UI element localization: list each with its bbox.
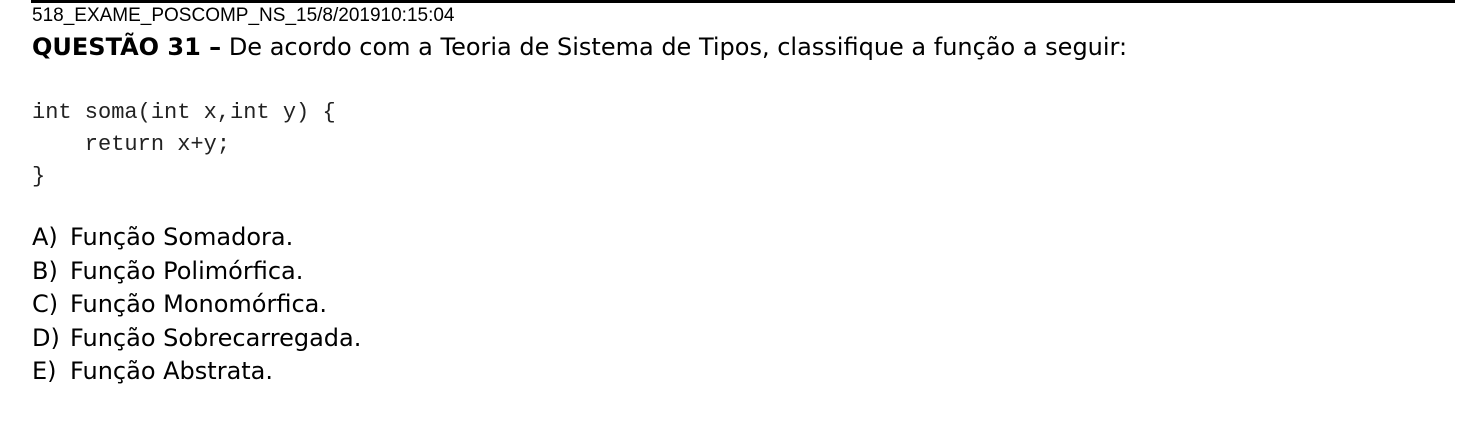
answer-options [32, 221, 361, 389]
code-line: return x+y; [32, 132, 231, 157]
option-e[interactable] [32, 355, 361, 389]
question-text: De acordo com a Teoria de Sistema de Tipos, classifique a função a seguir: [228, 33, 1128, 61]
option-letter: B) [32, 256, 58, 285]
option-a[interactable] [32, 221, 361, 255]
option-text: Função Polimórfica. [70, 256, 304, 285]
option-letter: A) [32, 223, 58, 251]
option-text: Função Abstrata. [70, 357, 274, 385]
code-line: } [32, 164, 46, 189]
option-text: Função Somadora. [70, 223, 294, 251]
code-line: int soma(int x,int y) { [32, 100, 336, 125]
option-letter: C) [32, 290, 59, 318]
option-letter: D) [32, 323, 60, 352]
top-rule [31, 0, 1455, 3]
exam-id-header: 518_EXAME_POSCOMP_NS_15/8/201910:15:04 [32, 5, 455, 26]
code-snippet [32, 97, 336, 193]
option-b[interactable] [32, 255, 361, 289]
option-letter: E) [32, 357, 57, 385]
option-text: Função Monomórfica. [70, 290, 327, 318]
question-number: QUESTÃO 31 – [32, 33, 222, 61]
option-text: Função Sobrecarregada. [70, 323, 362, 352]
question-statement [32, 31, 1127, 63]
option-c[interactable] [32, 288, 361, 322]
option-d[interactable] [32, 322, 361, 356]
